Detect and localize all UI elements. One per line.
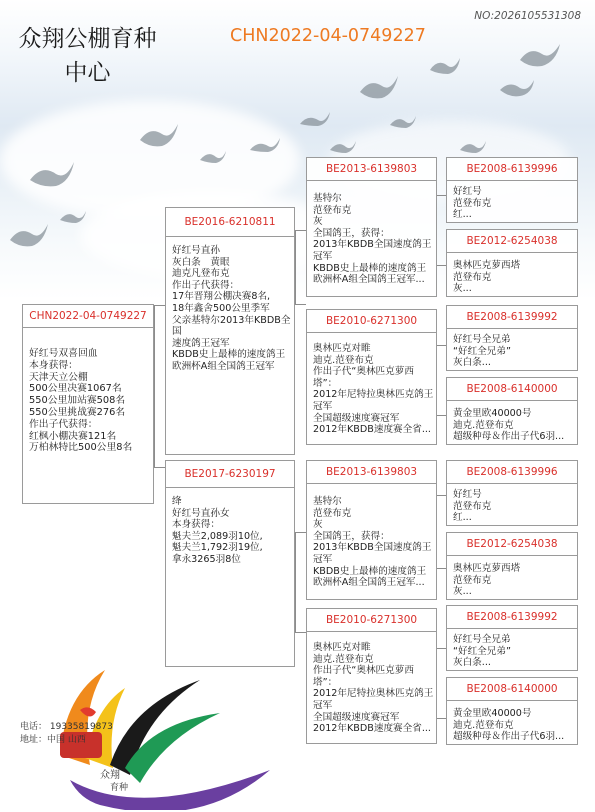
pigeon-info (307, 333, 436, 439)
info-line: 红枫小棚决赛121名 (29, 430, 117, 442)
info-line: 欧洲杯A组全国鸽王冠军... (313, 577, 425, 589)
connector-line (154, 305, 155, 467)
ring-number: BE2017-6230197 (166, 461, 294, 488)
connector-line (295, 632, 306, 633)
info-line: 好红号 (453, 186, 482, 197)
info-line: 父亲基特尔2013年KBDB全 (172, 314, 291, 326)
connector-line (437, 345, 446, 346)
connector-line (437, 718, 446, 719)
pigeon-info (307, 181, 436, 289)
info-line: 塔”： (313, 377, 338, 389)
info-line: 2012年KBDB速度赛全省... (313, 723, 431, 735)
info-line: 2013年KBDB全国速度鸽王 (313, 239, 432, 251)
connector-line (295, 532, 306, 533)
ring-number: BE2016-6210811 (166, 208, 294, 237)
subject-pigeon-card[interactable] (22, 304, 154, 504)
contact-phone: 电话： 19335819873 (20, 722, 113, 732)
info-line: 国 (172, 326, 182, 338)
info-line: 好红号全兄弟 (453, 634, 511, 645)
logo-text-line1: 众翔 (100, 770, 120, 781)
connector-line (295, 230, 306, 231)
info-line: 万柏林特比500公里8名 (29, 442, 133, 454)
info-line: 基特尔 (313, 193, 342, 204)
info-line: 速度鸽王冠军 (172, 337, 230, 349)
info-line: 魁夫兰1,792羽19位, (172, 542, 263, 554)
info-line: 全国鸽王，获得： (313, 227, 390, 239)
info-line: 红... (453, 209, 472, 221)
great-grandparent-card[interactable] (446, 677, 578, 745)
info-line: 作出子代获得： (172, 279, 240, 291)
info-line: 好红号直孙 (172, 245, 220, 256)
info-line: 作出子代“奥林匹克萝西 (313, 665, 414, 677)
info-line: 全国鸽王，获得： (313, 530, 390, 542)
pigeon-info (447, 253, 577, 297)
ring-number: BE2010-6271300 (307, 310, 436, 333)
connector-line (154, 467, 165, 468)
info-line: 好红号全兄弟 (453, 334, 511, 345)
info-line: 迪克.范登布克 (453, 419, 514, 431)
info-line: 超级种母＆作出子代6羽... (453, 431, 565, 443)
info-line: 冠军 (313, 250, 333, 262)
info-line: 17年晋翔公棚决赛8名, (172, 291, 271, 303)
pigeon-info (447, 556, 577, 600)
logo-text-line2: 育种 (110, 783, 129, 793)
ring-number: BE2008-6139992 (447, 606, 577, 629)
info-line: 冠军 (313, 553, 333, 565)
great-grandparent-card[interactable] (446, 377, 578, 445)
connector-line (437, 648, 446, 649)
connector-line (295, 532, 296, 632)
pigeon-info (23, 328, 153, 457)
connector-line (437, 495, 446, 496)
ring-number: CHN2022-04-0749227 (23, 305, 153, 328)
great-grandparent-card[interactable] (446, 605, 578, 671)
info-line: 本身获得： (172, 519, 220, 531)
great-grandparent-card[interactable] (446, 305, 578, 371)
pigeon-info (447, 401, 577, 445)
info-line: 18年鑫舍500公里季军 (172, 302, 270, 314)
ring-number: BE2012-6254038 (447, 230, 577, 253)
connector-line (437, 568, 446, 569)
info-line: 欧洲杯A组全国鸽王冠军... (313, 274, 425, 286)
info-line: KBDB史上最棒的速度鸽王 (313, 262, 427, 274)
great-grandparent-card[interactable] (446, 460, 578, 526)
info-line: 基特尔 (313, 496, 342, 507)
connector-line (154, 305, 165, 306)
company-name-line2: 中心 (64, 60, 111, 86)
info-line: 范登布克 (313, 507, 352, 519)
info-line: 2012年KBDB速度赛全省... (313, 424, 431, 436)
info-line: 奥林匹克对睢 (313, 343, 371, 354)
granddam-card[interactable] (306, 309, 437, 445)
ring-number: BE2013-6139803 (307, 461, 436, 484)
info-line: 超级种母＆作出子代6羽... (453, 731, 565, 743)
connector-line (437, 415, 446, 416)
info-line: 范登布克 (453, 574, 492, 586)
info-line: 灰白条 黄眼 (172, 256, 230, 268)
info-line: 迪克.范登布克 (313, 653, 374, 665)
pigeon-info (166, 237, 294, 376)
info-line: 黄金里欧40000号 (453, 408, 532, 419)
info-line: 奥林匹克萝西塔 (453, 260, 521, 271)
company-name-line1: 众翔公棚育种 (18, 26, 157, 52)
info-line: 黄金里欧40000号 (453, 708, 532, 719)
info-line: 天津天立公棚 (29, 371, 88, 383)
ring-number: BE2008-6139992 (447, 306, 577, 329)
info-line: 好红号双喜回血 (29, 348, 98, 359)
connector-line (295, 304, 306, 305)
info-line: 本身获得： (29, 359, 78, 371)
ring-number: BE2008-6139996 (447, 158, 577, 181)
info-line: 550公里挑战赛276名 (29, 406, 126, 418)
info-line: 奥林匹克萝西塔 (453, 563, 521, 574)
info-line: 全国超级速度赛冠军 (313, 711, 400, 723)
info-line: 2012年尼特拉奥林匹克鸽王 (313, 688, 434, 700)
info-line: “好红全兄弟” (453, 645, 511, 657)
info-line: 灰 (313, 216, 323, 228)
info-line: 拿永3265羽8位 (172, 553, 241, 565)
ring-number: BE2010-6271300 (307, 609, 436, 632)
info-line: 作出子代获得： (29, 418, 98, 430)
main-ring-number: CHN2022-04-0749227 (230, 26, 426, 46)
info-line: 全国超级速度赛冠军 (313, 412, 400, 424)
info-line: 灰 (313, 519, 323, 531)
info-line: 冠军 (313, 699, 333, 711)
pigeon-info (447, 181, 577, 223)
info-line: 奥林匹克对睢 (313, 642, 371, 653)
ring-number: BE2008-6140000 (447, 378, 577, 401)
pigeon-info (166, 488, 294, 569)
info-line: 灰... (453, 586, 472, 598)
info-line: 作出子代“奥林匹克萝西 (313, 366, 414, 378)
pigeon-info (307, 484, 436, 592)
info-line: 迪克.范登布克 (453, 719, 514, 731)
pigeon-info (447, 329, 577, 371)
info-line: 欧洲杯A组全国鸽王冠军 (172, 360, 275, 372)
info-line: KBDB史上最棒的速度鸽王 (313, 565, 427, 577)
connector-line (437, 195, 446, 196)
info-line: 范登布克 (313, 204, 352, 216)
pigeon-info (307, 632, 436, 738)
info-line: 绛 (172, 496, 182, 507)
pigeon-info (447, 701, 577, 745)
info-line: “好红全兄弟” (453, 345, 511, 357)
grandsire-card[interactable] (306, 157, 437, 297)
info-line: 500公里决赛1067名 (29, 383, 122, 395)
info-line: 红... (453, 512, 472, 524)
info-line: KBDB史上最棒的速度鸽王 (172, 349, 286, 361)
info-line: 2013年KBDB全国速度鸽王 (313, 542, 432, 554)
info-line: 范登布克 (453, 197, 492, 209)
info-line: 好红号直孙女 (172, 507, 230, 519)
info-line: 冠军 (313, 400, 333, 412)
sire-card[interactable] (165, 207, 295, 455)
info-line: 塔”： (313, 676, 338, 688)
info-line: 灰白条... (453, 357, 491, 369)
info-line: 2012年尼特拉奥林匹克鸽王 (313, 389, 434, 401)
ring-number: BE2008-6140000 (447, 678, 577, 701)
granddam-card[interactable] (306, 608, 437, 744)
great-grandparent-card[interactable] (446, 157, 578, 223)
ring-number: BE2013-6139803 (307, 158, 436, 181)
pigeon-info (447, 629, 577, 671)
great-grandparent-card[interactable] (446, 532, 578, 600)
ring-number: BE2012-6254038 (447, 533, 577, 556)
info-line: 魁夫兰2,089羽10位, (172, 530, 263, 542)
info-line: 灰白条... (453, 657, 491, 669)
pigeon-info (447, 484, 577, 526)
info-line: 迪克.范登布克 (313, 354, 374, 366)
info-line: 好红号 (453, 489, 482, 500)
dam-card[interactable] (165, 460, 295, 667)
info-line: 范登布克 (453, 271, 492, 283)
info-line: 550公里加站赛508名 (29, 395, 126, 407)
great-grandparent-card[interactable] (446, 229, 578, 297)
info-line: 迪克凡登布克 (172, 268, 230, 280)
connector-line (437, 265, 446, 266)
serial-number: NO:2026105531308 (474, 10, 581, 22)
connector-line (295, 230, 296, 304)
info-line: 范登布克 (453, 500, 492, 512)
grandsire-card[interactable] (306, 460, 437, 600)
info-line: 灰... (453, 283, 472, 295)
contact-address: 地址：中国 山西 (20, 735, 86, 745)
company-name (10, 22, 165, 90)
ring-number: BE2008-6139996 (447, 461, 577, 484)
